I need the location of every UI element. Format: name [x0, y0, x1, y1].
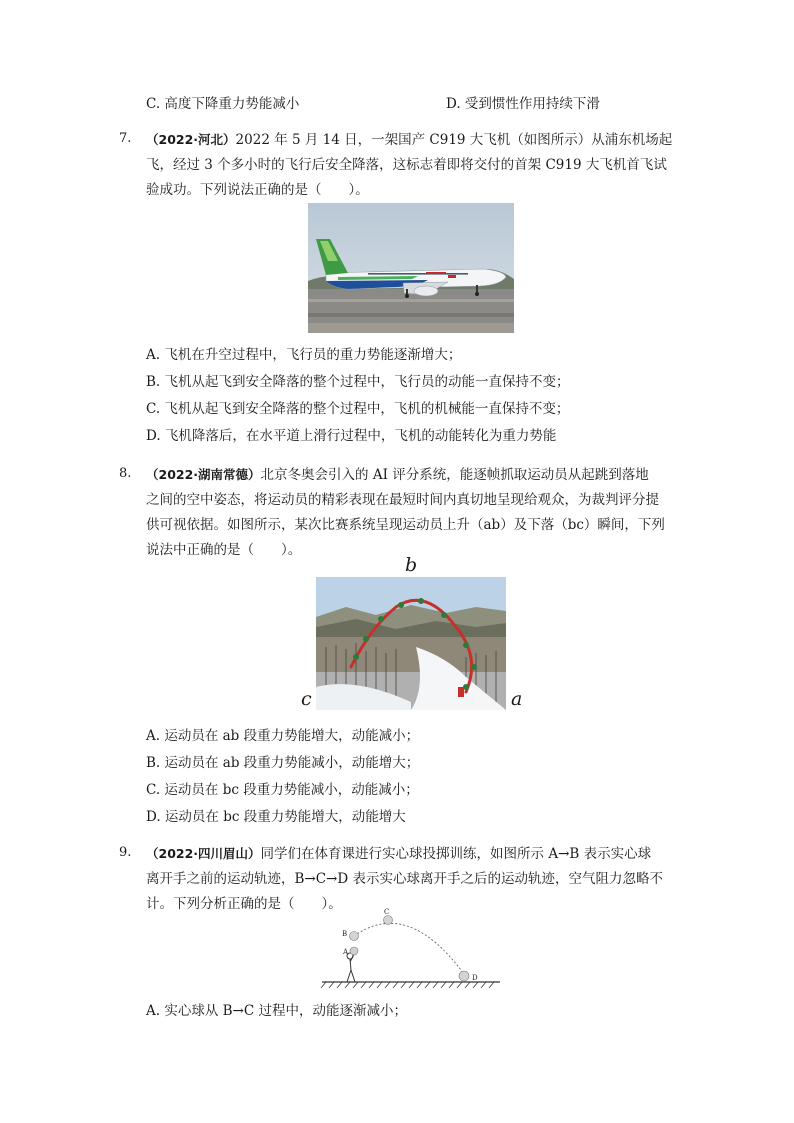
option-b: B. 运动员在 ab 段重力势能减小，动能增大；: [146, 755, 420, 771]
figure-label-c: C: [384, 908, 390, 916]
figure-label-a: A: [343, 948, 349, 956]
question-stem-line: 供可视依据。如图所示，某次比赛系统呈现运动员上升（ab）及下落（bc）瞬间，下列: [146, 517, 665, 533]
figure-label-a: a: [511, 688, 523, 710]
figure-label-d: D: [472, 974, 478, 982]
prev-option-d: D. 受到惯性作用持续下滑: [446, 96, 600, 112]
question-number: 7.: [119, 131, 132, 146]
ski-jump-photo: [316, 577, 506, 710]
option-a: A. 飞机在升空过程中，飞行员的重力势能逐渐增大；: [146, 347, 462, 363]
stem-text: 2022 年 5 月 14 日，一架国产 C919 大飞机（如图所示）从浦东机场起: [235, 132, 673, 148]
shot-put-trajectory-diagram: [318, 908, 502, 992]
question-source: （2022·四川眉山）: [146, 846, 261, 861]
question-source: （2022·湖南常德）: [146, 467, 261, 482]
question-stem-line: 说法中正确的是（ ）。: [146, 542, 302, 558]
question-stem-line: 飞，经过 3 个多小时的飞行后安全降落，这标志着即将交付的首架 C919 大飞机首飞试: [146, 157, 667, 173]
option-c: C. 运动员在 bc 段重力势能减小，动能减小；: [146, 782, 419, 798]
c919-airplane-photo: [308, 203, 514, 333]
question-stem-line: 验成功。下列说法正确的是（ ）。: [146, 182, 369, 198]
option-b: B. 飞机从起飞到安全降落的整个过程中，飞行员的动能一直保持不变；: [146, 374, 570, 390]
figure-label-b: b: [405, 554, 418, 576]
stem-text: 同学们在体育课进行实心球投掷训练，如图所示 A→B 表示实心球: [260, 846, 652, 862]
question-stem-line: 离开手之前的运动轨迹，B→C→D 表示实心球离开手之后的运动轨迹，空气阻力忽略不: [146, 871, 663, 887]
option-d: D. 飞机降落后，在水平道上滑行过程中，飞机的动能转化为重力势能: [146, 428, 557, 444]
option-a: A. 实心球从 B→C 过程中，动能逐渐减小；: [146, 1003, 407, 1019]
stem-text: 北京冬奥会引入的 AI 评分系统，能逐帧抓取运动员从起跳到落地: [260, 467, 649, 483]
question-source: （2022·河北）: [146, 132, 236, 147]
option-a: A. 运动员在 ab 段重力势能增大，动能减小；: [146, 728, 420, 744]
figure-label-b: B: [342, 930, 348, 938]
option-c: C. 飞机从起飞到安全降落的整个过程中，飞机的机械能一直保持不变；: [146, 401, 570, 417]
question-stem-line: [146, 466, 649, 484]
question-stem-line: [146, 845, 651, 863]
question-number: 9.: [119, 845, 132, 860]
prev-option-c: C. 高度下降重力势能减小: [146, 96, 300, 112]
figure-label-c: c: [301, 688, 312, 710]
question-stem-line: 计。下列分析正确的是（ ）。: [146, 896, 342, 912]
question-number: 8.: [119, 466, 132, 481]
option-d: D. 运动员在 bc 段重力势能增大，动能增大: [146, 809, 406, 825]
question-stem-line: [146, 131, 672, 149]
question-stem-line: 之间的空中姿态，将运动员的精彩表现在最短时间内真切地呈现给观众，为裁判评分提: [146, 492, 659, 508]
